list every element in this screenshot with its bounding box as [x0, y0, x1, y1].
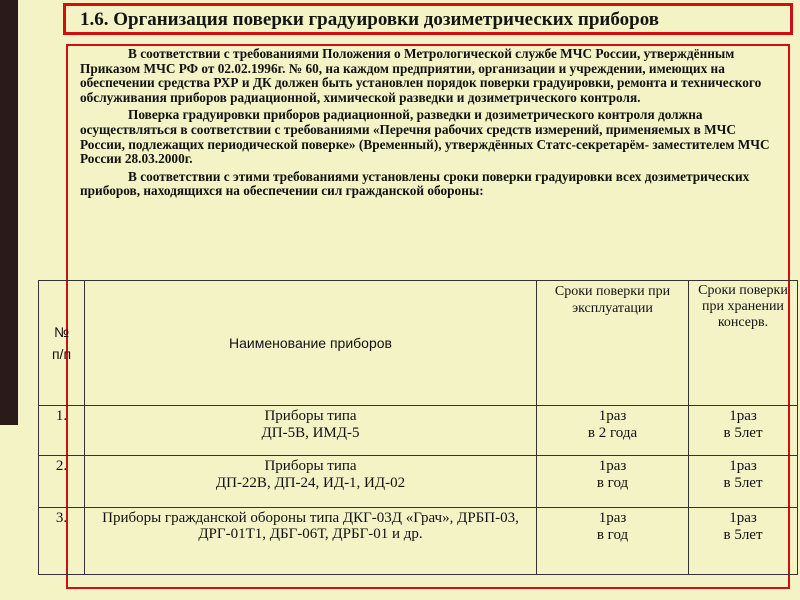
header-name: Наименование приборов: [85, 281, 537, 406]
table-row: [39, 508, 798, 575]
row-name: [85, 508, 537, 575]
row-storage-line1: 1раз: [729, 408, 757, 424]
paragraph-2: Поверка градуировки приборов радиационной, разведки и дозиметрического контроля должна осуществляться в соответствии с требованиями «Перечня рабочих средств измерений, применяемых в МЧС России, подлежащих периодической поверке» (Временный), утверждённых Статс-секретарём- заместителем МЧС России 28.03.2000г.: [80, 107, 770, 167]
row-storage-line2: в 5лет: [723, 475, 763, 491]
row-operation-line2: в год: [596, 527, 629, 543]
header-storage-line2: при хранении консерв.: [702, 299, 784, 330]
header-storage-line1: Сроки поверки: [698, 283, 788, 298]
title-box: [63, 3, 793, 35]
row-operation-line2: в год: [596, 475, 629, 491]
row-name: [85, 456, 537, 508]
intro-text: [80, 47, 784, 202]
row-name-line1: Приборы гражданской обороны типа ДКГ-03Д «Грач», ДРБП-03, ДРГ-01Т1, ДБГ-06Т, ДРБГ-01 и др.: [102, 510, 519, 542]
table-row: [39, 406, 798, 456]
row-name-line1: Приборы типа: [264, 458, 357, 474]
row-name-line2: ДП-22В, ДП-24, ИД-1, ИД-02: [215, 475, 406, 491]
row-storage-line1: 1раз: [729, 510, 757, 526]
header-num-line2: п/п: [51, 346, 72, 362]
header-num: [39, 281, 85, 406]
paragraph-1: В соответствии с требованиями Положения о Метрологической службе МЧС России, утверждённым Приказом МЧС РФ от 02.02.1996г. № 60, на каждом предприятии, организации и учреждении, имеющих на обеспечении средства РХР и ДК должен быть установлен порядок поверки градуировки, ремонта и технического обслуживания приборов радиационной, химической разведки и дозиметрического контроля.: [80, 46, 762, 105]
row-operation: [537, 508, 689, 575]
row-storage-line1: 1раз: [729, 458, 757, 474]
row-name: [85, 406, 537, 456]
row-operation-line1: 1раз: [598, 458, 627, 474]
verification-table: [38, 280, 798, 575]
slide: [18, 0, 800, 600]
row-num: 3.: [39, 508, 85, 575]
row-operation: [537, 406, 689, 456]
row-storage: [689, 406, 798, 456]
row-storage-line2: в 5лет: [723, 527, 763, 543]
page-title: 1.6. Организация поверки градуировки дозиметрических приборов: [80, 9, 659, 30]
row-storage: [689, 456, 798, 508]
header-operation: Сроки поверки при эксплуатации: [537, 281, 689, 406]
row-operation-line1: 1раз: [598, 408, 627, 424]
row-operation-line2: в 2 года: [587, 425, 638, 441]
table-row: [39, 456, 798, 508]
row-name-line2: ДП-5В, ИМД-5: [261, 425, 360, 441]
row-storage: [689, 508, 798, 575]
left-decor-bar: [0, 0, 18, 600]
row-num: 1.: [39, 406, 85, 456]
paragraph-3: В соответствии с этими требованиями установлены сроки поверки градуировки всех дозиметрических приборов, находящихся на обеспечении сил гражданской обороны:: [80, 168, 750, 199]
row-operation: [537, 456, 689, 508]
row-operation-line1: 1раз: [598, 510, 627, 526]
header-num-line1: №: [53, 324, 70, 340]
table-header-row: [39, 281, 798, 406]
row-name-line1: Приборы типа: [264, 408, 357, 424]
header-storage: [689, 281, 798, 406]
left-decor-bar-lower: [0, 425, 18, 600]
row-storage-line2: в 5лет: [723, 425, 763, 441]
row-num: 2.: [39, 456, 85, 508]
